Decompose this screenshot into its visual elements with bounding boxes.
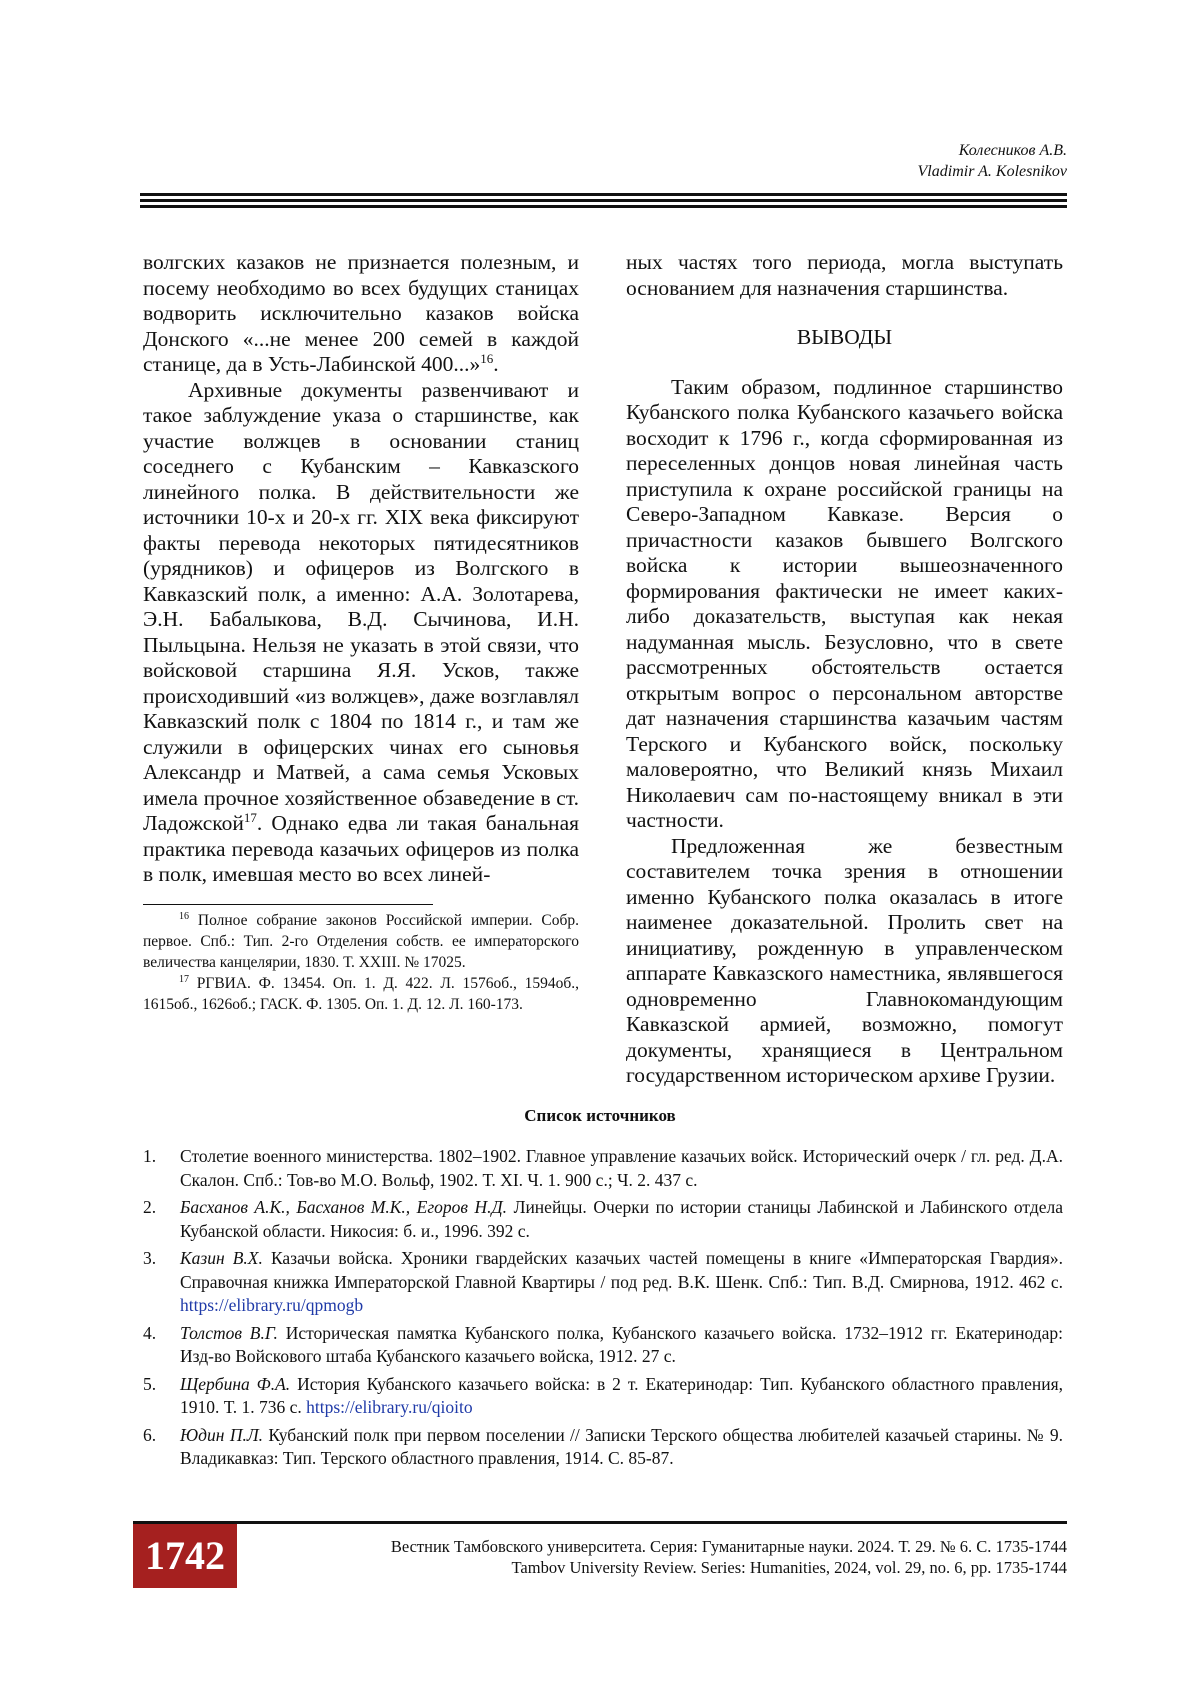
footnotes: [143, 910, 579, 1015]
right-paragraph-2: Таким образом, подлинное старшинство Кубанского полка Кубанского казачьего войска восходит к 1796 г., когда сформированная из переселенных донцов новая линейная часть приступила к охране российской границы на Северо-Западном Кавказе. Версия о причастности казаков бывшего Волгского войска к истории вышеозначенного формирования фактически не имеет каких-либо доказательств, выступая как некая надуманная мысль. Безусловно, что в свете рассмотренных обстоятельств остается открытым вопрос о персональном авторстве дат назначения старшинства казачьим частям Терского и Кубанского войск, поскольку маловероятно, что Великий князь Михаил Николаевич сам по-настоящему вникал в эти частности.: [626, 374, 1063, 832]
reference-item: 4. Толстов В.Г. Историческая памятка Кубанского полка, Кубанского казачьего войска. 1732–1912 гг. Екатеринодар: Изд-во Войскового штаба Кубанского казачьего войска, 1912. 27 с.: [143, 1322, 1063, 1366]
footnote-ref-17[interactable]: 17: [243, 809, 257, 825]
left-paragraph-2: Архивные документы развенчивают и такое заблуждение указа о старшинстве, как участие волжцев в основании станиц соседнего с Кубанским – Кавказского линейного полка. В действительности же источники 10-х и 20-х гг. XIX века фиксируют факты перевода некоторых пятидесятников (урядников) и офицеров из Волгского в Кавказский полк, а именно: А.А. Золотарева, Э.Н. Бабалыкова, В.Д. Сычинова, И.Н. Пыльцына. Нельзя не указать в этой связи, что войсковой старшина Я.Я. Усков, также происходивший «из волжцев», даже возглавлял Кавказский полк с 1804 по 1814 г., и там же служили в офицерских чинах его сыновья Александр и Матвей, а сама семья Усковых имела прочное хозяйственное обзаведение в ст. Ладожской$^{17}$. Однако едва ли такая банальная практика перевода казачьих офицеров из полка в полк, имевшая место во всех линей-: [143, 377, 579, 886]
section-heading-conclusions: ВЫВОДЫ: [796, 325, 893, 349]
right-column: [626, 250, 1063, 1089]
reference-item: 6. Юдин П.Л. Кубанский полк при первом поселении // Записки Терского общества любителей казачьей старины. № 9. Владикавказ: Тип. Терского областного правления, 1914. С. 85-87.: [143, 1424, 1063, 1468]
page-number: 1742: [133, 1524, 237, 1588]
journal-citation-en: Tambov University Review. Series: Humanities, 2024, vol. 29, no. 6, pp. 1735-1744: [511, 1558, 1067, 1577]
footnote-separator: [143, 904, 433, 905]
header-rules: [140, 193, 1067, 208]
reference-item: 1. Столетие военного министерства. 1802–1902. Главное управление казачьих войск. Исторический очерк / гл. ред. Д.А. Скалон. Спб.: Тов-во М.О. Вольф, 1902. Т. XI. Ч. 1. 900 с.; Ч. 2. 437 с.: [143, 1146, 1063, 1190]
reference-item: 5. Щербина Ф.А. История Кубанского казачьего войска: в 2 т. Екатеринодар: Тип. Кубанского областного правления, 1910. Т. 1. 736 с. https://elibrary.ru/qioito: [143, 1373, 1064, 1417]
footnote-17: $^{17}$ РГВИА. Ф. 13454. Оп. 1. Д. 422. Л. 1576об., 1594об., 1615об., 1626об.; ГАСК. Ф. 1305. Оп. 1. Д. 12. Л. 160-173.: [143, 973, 579, 1013]
reference-item: 2. Басханов А.К., Басханов М.К., Егоров Н.Д. Линейцы. Очерки по истории станицы Лабинской и Лабинского отдела Кубанской области. Никосия: б. и., 1996. 392 с.: [143, 1197, 1063, 1241]
right-paragraph-1: ных частях того периода, могла выступать основанием для назначения старшинства.: [626, 250, 1063, 300]
header-author-ru: Колесников А.В.: [958, 142, 1067, 159]
reference-link[interactable]: https://elibrary.ru/qpmogb: [180, 1295, 364, 1315]
right-paragraph-3: Предложенная же безвестным составителем точка зрения в отношении именно Кубанского полка оказалась в итоге наименее доказательной. Пролить свет на инициативу, рожденную в управленческом аппарате Кавказского наместника, являвшегося одновременно Главнокомандующим Кавказской армией, возможно, помогут документы, хранящиеся в Центральном государственном историческом архиве Грузии.: [626, 833, 1063, 1087]
references-list: [143, 1145, 1063, 1475]
header-author-en: Vladimir A. Kolesnikov: [917, 163, 1067, 180]
journal-citation-ru: Вестник Тамбовского университета. Серия: Гуманитарные науки. 2024. Т. 29. № 6. С. 1735-1744: [390, 1537, 1067, 1556]
left-column: [143, 250, 579, 888]
footnote-ref-16[interactable]: 16: [480, 350, 494, 366]
journal-citation: [391, 1536, 1067, 1578]
reference-link[interactable]: https://elibrary.ru/qioito: [306, 1397, 473, 1417]
running-header: [918, 140, 1067, 182]
footer-rule: [133, 1521, 1067, 1524]
left-paragraph-1: волгских казаков не признается полезным, и посему необходимо во всех будущих станицах водворить исключительно казаков войска Донского «...не менее 200 семей в каждой станице, да в Усть-Лабинской 400...»$^{16}$.: [143, 250, 579, 376]
reference-item: 3. Казин В.Х. Казачьи войска. Хроники гвардейских казачьих частей помещены в книге «Императорская Гвардия». Справочная книжка Императорской Главной Квартиры / под ред. В.К. Шенк. Спб.: Тип. В.Д. Смирнова, 1912. 462 с. https://elibrary.ru/qpmogb: [143, 1248, 1064, 1315]
references-title: Список источников: [524, 1106, 676, 1125]
footnote-16: $^{16}$ Полное собрание законов Российской империи. Собр. первое. Спб.: Тип. 2-го Отделения собств. ее императорского величества канцелярии, 1830. Т. XXIII. № 17025.: [143, 910, 579, 971]
